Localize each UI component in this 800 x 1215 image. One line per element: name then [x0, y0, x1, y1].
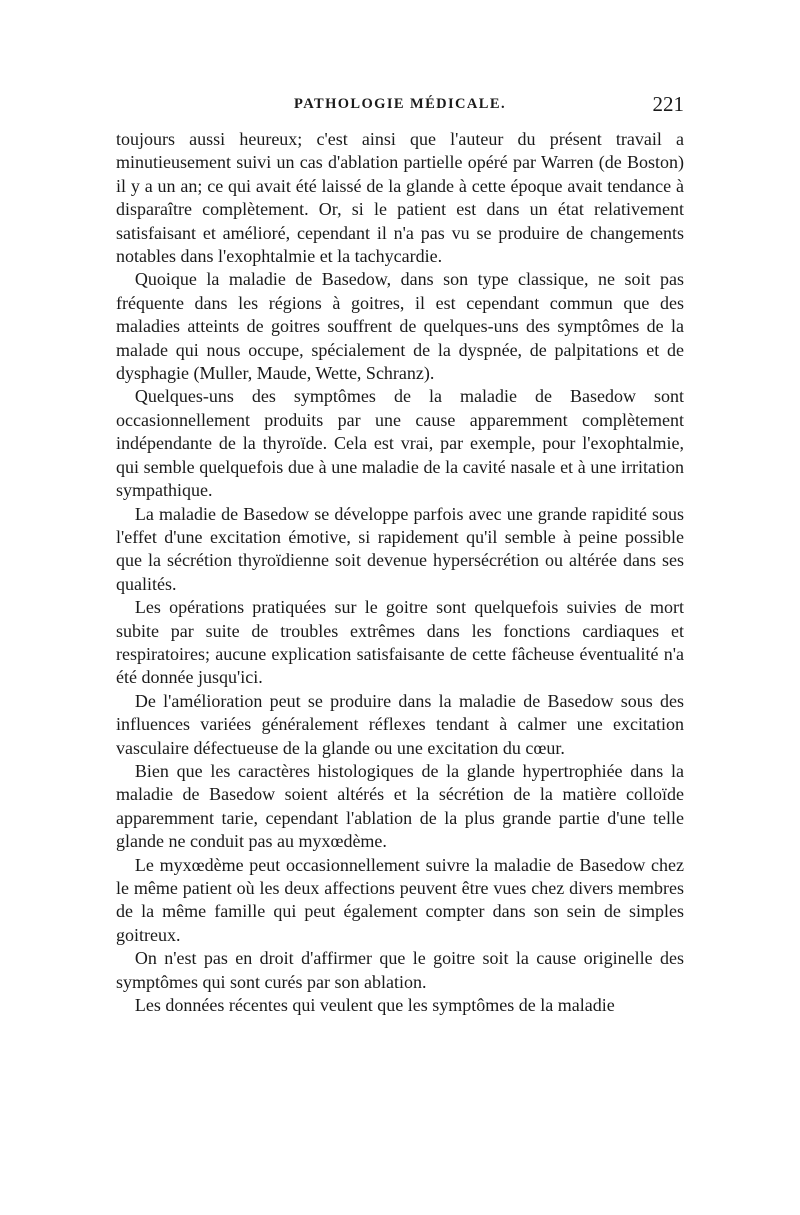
paragraph-continuation: toujours aussi heureux; c'est ainsi que l'auteur du présent travail a minutieusement suivi un cas d'ablation partielle opéré par Warren (de Boston) il y a un an; ce qui avait été laissé de la glande à cette époque avait tendance à disparaître complètement. Or, si le patient est dans un état relativement satisfaisant et amélioré, cependant il n'a pas vu se produire de changements notables dans l'exophtalmie et la tachycardie.	[116, 129, 684, 267]
paragraph: Le myxœdème peut occasionnellement suivre la maladie de Basedow chez le même patient où les deux affections peuvent être vues chez divers membres de la même famille qui peut également compter dans son sein de simples goitreux.	[116, 854, 684, 945]
paragraph: Bien que les caractères histologiques de la glande hypertrophiée dans la maladie de Basedow soient altérés et la sécrétion de la matière colloïde apparemment tarie, cependant l'ablation de la plus grande partie d'une telle glande ne conduit pas au myxœdème.	[116, 760, 684, 852]
paragraph: De l'amélioration peut se produire dans la maladie de Basedow sous des influences variées généralement réflexes tendant à calmer une excitation vasculaire défectueuse de la glande ou une excitation du cœur.	[116, 690, 684, 758]
paragraph: La maladie de Basedow se développe parfois avec une grande rapidité sous l'effet d'une excitation émotive, si rapidement qu'il semble à peine possible que la sécrétion thyroïdienne soit devenue hypersécrétion ou altérée dans ses qualités.	[116, 503, 684, 594]
running-head	[116, 92, 684, 122]
paragraph: Quelques-uns des symptômes de la maladie de Basedow sont occasionnellement produits par une cause apparemment complètement indépendante de la thyroïde. Cela est vrai, par exemple, pour l'exophtalmie, qui semble quelquefois due à une maladie de la cavité nasale et à une irritation sympathique.	[116, 386, 684, 501]
paragraph: Les opérations pratiquées sur le goitre sont quelquefois suivies de mort subite par suite de troubles extrêmes dans les fonctions cardiaques et respiratoires; aucune explication satisfaisante de cette fâcheuse éventualité n'a été donnée jusqu'ici.	[116, 597, 684, 688]
paragraph: Les données récentes qui veulent que les symptômes de la maladie	[134, 995, 615, 1016]
body-text	[116, 128, 684, 1017]
running-title: PATHOLOGIE MÉDICALE.	[294, 96, 506, 112]
paragraph: Quoique la maladie de Basedow, dans son type classique, ne soit pas fréquente dans les régions à goitres, il est cependant commun que des maladies atteints de goitres souffrent de quelques-uns des symptômes de la malade qui nous occupe, spécialement de la dyspnée, de palpitations et de dysphagie (Muller, Maude, Wette, Schranz).	[116, 269, 684, 384]
paragraph: On n'est pas en droit d'affirmer que le goitre soit la cause originelle des symptômes qui sont curés par son ablation.	[116, 948, 684, 992]
page-number: 221	[652, 92, 684, 116]
